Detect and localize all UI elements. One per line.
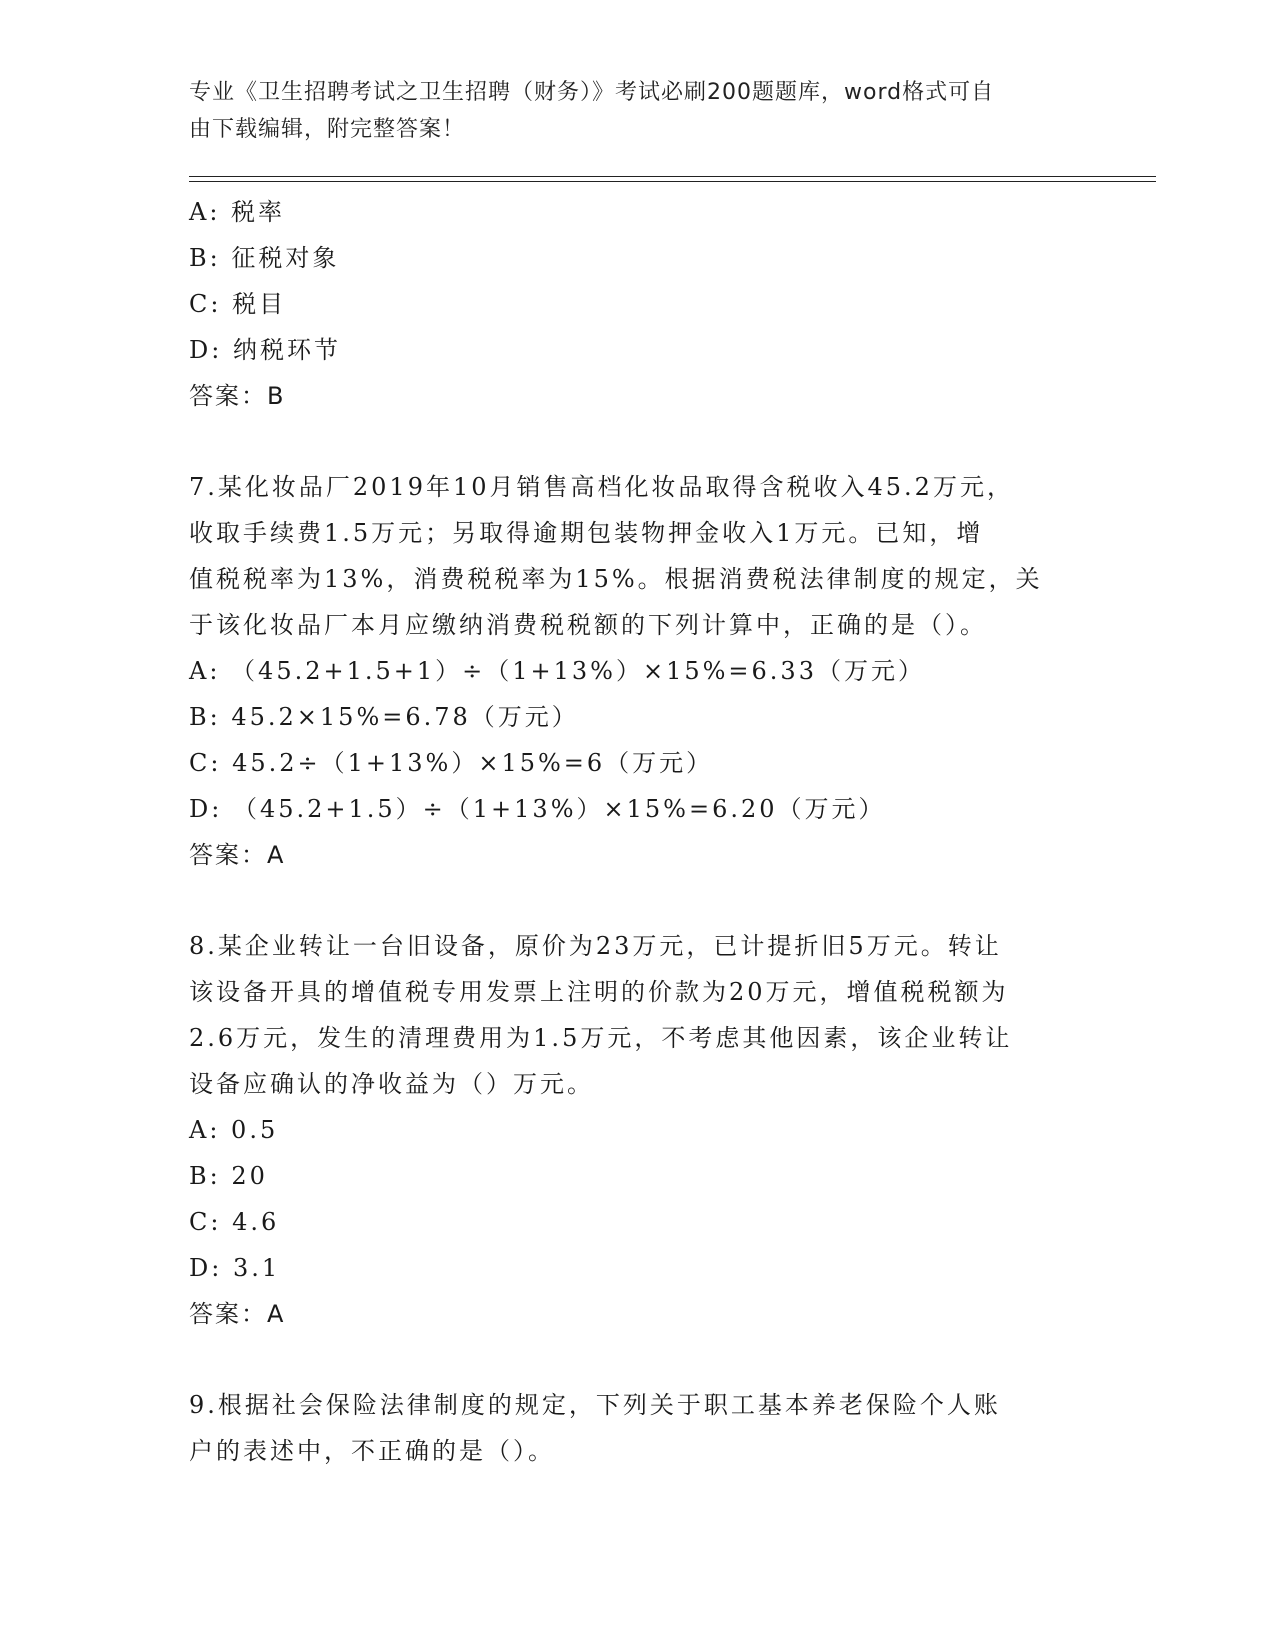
header-divider-top (189, 176, 1156, 177)
spacer (189, 1337, 1089, 1382)
option-b: B: 45.2×15%=6.78（万元） (189, 703, 579, 731)
question-stem-line: 于该化妆品厂本月应缴纳消费税税额的下列计算中，正确的是（）。 (189, 611, 987, 639)
option-d: D: 3.1 (189, 1254, 281, 1282)
question-stem-line: 9.根据社会保险法律制度的规定，下列关于职工基本养老保险个人账 (189, 1391, 1001, 1419)
option-a: A: 税率 (189, 198, 286, 226)
option-b: B: 20 (189, 1162, 268, 1190)
question-8 (189, 923, 1089, 1337)
option-d: D: 纳税环节 (189, 336, 341, 364)
question-stem-line: 该设备开具的增值税专用发票上注明的价款为20万元，增值税税额为 (189, 978, 1009, 1006)
header-line-1: 专业《卫生招聘考试之卫生招聘（财务）》考试必刷200题题库，word格式可自 (189, 80, 995, 105)
answer-line: 答案：A (189, 841, 286, 869)
question-stem-line: 值税税率为13%，消费税税率为15%。根据消费税法律制度的规定，关 (189, 565, 1043, 593)
question-stem-line: 7.某化妆品厂2019年10月销售高档化妆品取得含税收入45.2万元， (189, 473, 1014, 501)
answer-line: 答案：A (189, 1300, 286, 1328)
option-b: B: 征税对象 (189, 244, 340, 272)
question-stem-line: 设备应确认的净收益为（）万元。 (189, 1070, 594, 1098)
question-9 (189, 1382, 1089, 1474)
option-a: A: （45.2+1.5+1）÷（1+13%）×15%=6.33（万元） (189, 657, 925, 685)
option-c: C: 税目 (189, 290, 287, 318)
question-stem-line: 户的表述中，不正确的是（）。 (189, 1437, 555, 1465)
option-c: C: 4.6 (189, 1208, 280, 1236)
question-6 (189, 189, 1089, 419)
option-d: D: （45.2+1.5）÷（1+13%）×15%=6.20（万元） (189, 795, 886, 823)
option-a: A: 0.5 (189, 1116, 279, 1144)
spacer (189, 419, 1089, 464)
question-content (189, 189, 1089, 1474)
page-header (189, 74, 1089, 148)
header-line-2: 由下载编辑，附完整答案！ (189, 117, 466, 142)
spacer (189, 878, 1089, 923)
question-stem-line: 2.6万元，发生的清理费用为1.5万元，不考虑其他因素，该企业转让 (189, 1024, 1013, 1052)
answer-line: 答案：B (189, 382, 286, 410)
question-7 (189, 464, 1089, 878)
question-stem-line: 收取手续费1.5万元；另取得逾期包装物押金收入1万元。已知，增 (189, 519, 984, 547)
header-divider-bottom (189, 181, 1156, 182)
question-stem-line: 8.某企业转让一台旧设备，原价为23万元，已计提折旧5万元。转让 (189, 932, 1002, 960)
option-c: C: 45.2÷（1+13%）×15%=6（万元） (189, 749, 714, 777)
